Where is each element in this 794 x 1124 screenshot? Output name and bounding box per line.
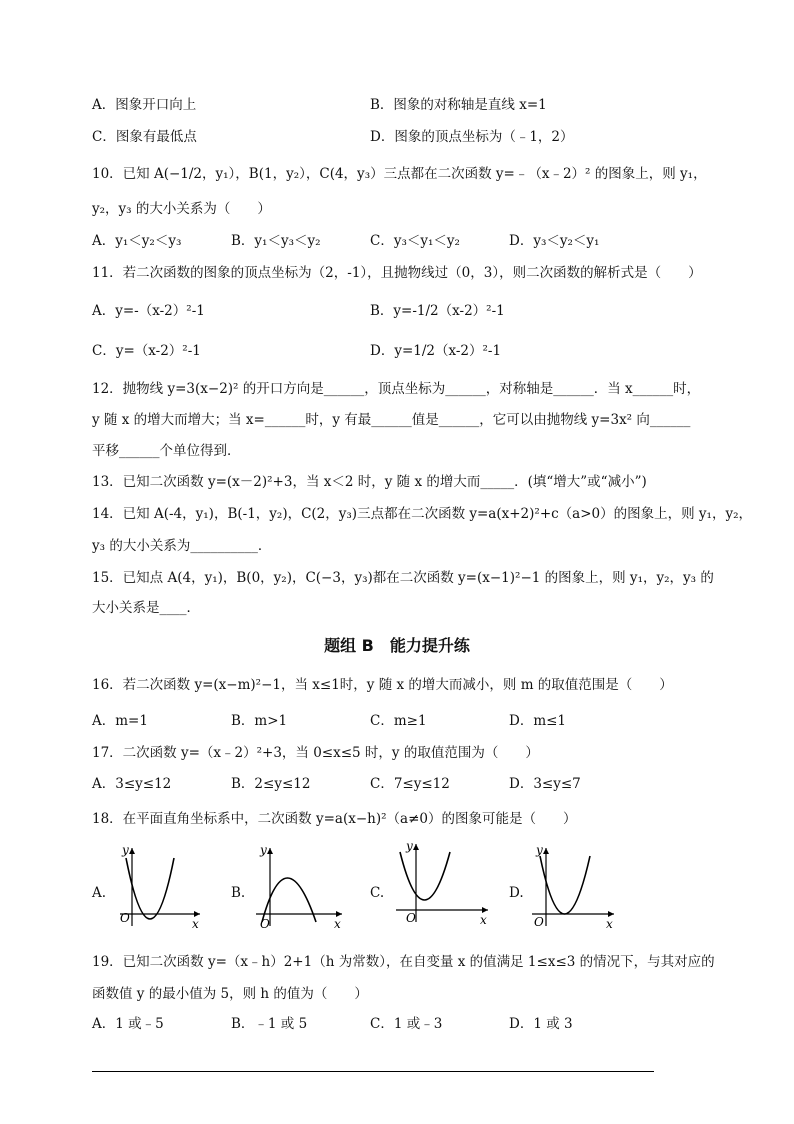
q9-option-b: B．图象的对称轴是直线 x=1 bbox=[370, 97, 547, 113]
q10-option-b: B．y₁＜y₃＜y₂ bbox=[231, 233, 321, 249]
q18-c-origin: O bbox=[406, 911, 416, 925]
q18-a-x-label: x bbox=[192, 917, 199, 930]
q18-c-y-label: y bbox=[406, 839, 413, 853]
q16-option-b: B．m>1 bbox=[231, 713, 288, 729]
q10-text-2: y₂，y₃ 的大小关系为（ ） bbox=[92, 201, 271, 217]
q18-d-y-label: y bbox=[536, 843, 543, 857]
q17-option-d: D．3≤y≤7 bbox=[509, 776, 581, 792]
q10-option-c: C．y₃＜y₁＜y₂ bbox=[370, 233, 460, 249]
q11-option-b: B．y=-1/2（x-2）²-1 bbox=[370, 303, 505, 319]
q18-label-c: C. bbox=[370, 885, 385, 901]
q18-label-d: D. bbox=[509, 885, 524, 901]
q18-b-x-label: x bbox=[334, 917, 341, 930]
q12-text: 12．抛物线 y=3(x−2)² 的开口方向是______，顶点坐标为______，对称轴是______．当 x______时， bbox=[92, 381, 701, 397]
q19-text-2: 函数值 y 的最小值为 5，则 h 的值为（ ） bbox=[92, 986, 368, 1002]
q18-d-x-label: x bbox=[606, 917, 613, 930]
q18-text: 18．在平面直角坐标系中，二次函数 y=a(x−h)²（a≠0）的图象可能是（ ） bbox=[92, 811, 577, 827]
q11-text: 11．若二次函数的图象的顶点坐标为（2，-1），且抛物线过（0，3），则二次函数的解析式是（ ） bbox=[92, 265, 702, 281]
q19-option-a: A．1 或﹣5 bbox=[92, 1016, 164, 1032]
q11-option-d: D．y=1/2（x-2）²-1 bbox=[370, 343, 502, 359]
q16-text: 16．若二次函数 y=(x−m)²−1，当 x≤1时，y 随 x 的增大而减小，则 m 的取值范围是（ ） bbox=[92, 677, 673, 693]
q14-text: 14．已知 A(-4，y₁)，B(-1，y₂)，C(2，y₃)三点都在二次函数 y=a(x+2)²+c（a>0）的图象上，则 y₁，y₂， bbox=[92, 506, 753, 522]
q10-text: 10．已知 A(−1/2，y₁），B(1，y₂），C(4，y₃）三点都在二次函数 y=﹣（x﹣2）² 的图象上，则 y₁， bbox=[92, 166, 707, 182]
q17-option-c: C．7≤y≤12 bbox=[370, 776, 450, 792]
q12-text-3: 平移______个单位得到． bbox=[92, 443, 241, 459]
q16-option-a: A．m=1 bbox=[92, 713, 148, 729]
q16-option-c: C．m≥1 bbox=[370, 713, 427, 729]
q18-graph-d bbox=[524, 840, 624, 930]
q19-option-d: D．1 或 3 bbox=[509, 1016, 573, 1032]
q10-option-a: A．y₁＜y₂＜y₃ bbox=[92, 233, 182, 249]
q18-b-y-label: y bbox=[260, 843, 267, 857]
q16-option-d: D．m≤1 bbox=[509, 713, 567, 729]
q15-text: 15．已知点 A(4，y₁)，B(0，y₂)，C(−3，y₃)都在二次函数 y=(x−1)²−1 的图象上，则 y₁，y₂，y₃ 的 bbox=[92, 570, 714, 586]
q19-option-c: C．1 或﹣3 bbox=[370, 1016, 443, 1032]
q18-graph-b bbox=[248, 840, 348, 930]
q12-text-2: y 随 x 的增大而增大；当 x=______时，y 有最______值是______，它可以由抛物线 y=3x² 向______ bbox=[92, 412, 691, 428]
q9-option-d: D．图象的顶点坐标为（﹣1，2） bbox=[370, 129, 574, 145]
section-title: 题组 B 能力提升练 bbox=[324, 636, 470, 655]
q11-option-c: C．y=（x-2）²-1 bbox=[92, 343, 201, 359]
q19-text: 19．已知二次函数 y=（x﹣h）2+1（h 为常数），在自变量 x 的值满足 1≤x≤3 的情况下，与其对应的 bbox=[92, 954, 715, 970]
q15-text-2: 大小关系是____． bbox=[92, 600, 200, 616]
q18-b-origin: O bbox=[260, 917, 270, 930]
q17-text: 17．二次函数 y=（x﹣2）²+3，当 0≤x≤5 时，y 的取值范围为（ ） bbox=[92, 745, 539, 761]
q11-option-a: A．y=-（x-2）²-1 bbox=[92, 303, 205, 319]
q13-text: 13．已知二次函数 y=(x－2)²+3，当 x＜2 时，y 随 x 的增大而_____．(填“增大”或“减小”) bbox=[92, 474, 647, 490]
q18-a-origin: O bbox=[120, 911, 130, 925]
q18-graph-a bbox=[110, 840, 210, 930]
q18-a-y-label: y bbox=[122, 843, 129, 857]
q18-label-b: B. bbox=[231, 885, 246, 901]
q14-text-2: y₃ 的大小关系为__________． bbox=[92, 538, 272, 554]
q9-option-c: C．图象有最低点 bbox=[92, 129, 197, 145]
q18-label-a: A. bbox=[92, 885, 107, 901]
q18-graph-c bbox=[388, 838, 492, 928]
q18-c-x-label: x bbox=[480, 913, 487, 927]
footer-divider bbox=[92, 1071, 654, 1072]
q19-option-b: B．﹣1 或 5 bbox=[231, 1016, 308, 1032]
q17-option-a: A．3≤y≤12 bbox=[92, 776, 172, 792]
q9-option-a: A．图象开口向上 bbox=[92, 97, 197, 113]
q18-d-origin: O bbox=[534, 915, 544, 929]
q10-option-d: D．y₃＜y₂＜y₁ bbox=[509, 233, 600, 249]
q17-option-b: B．2≤y≤12 bbox=[231, 776, 311, 792]
